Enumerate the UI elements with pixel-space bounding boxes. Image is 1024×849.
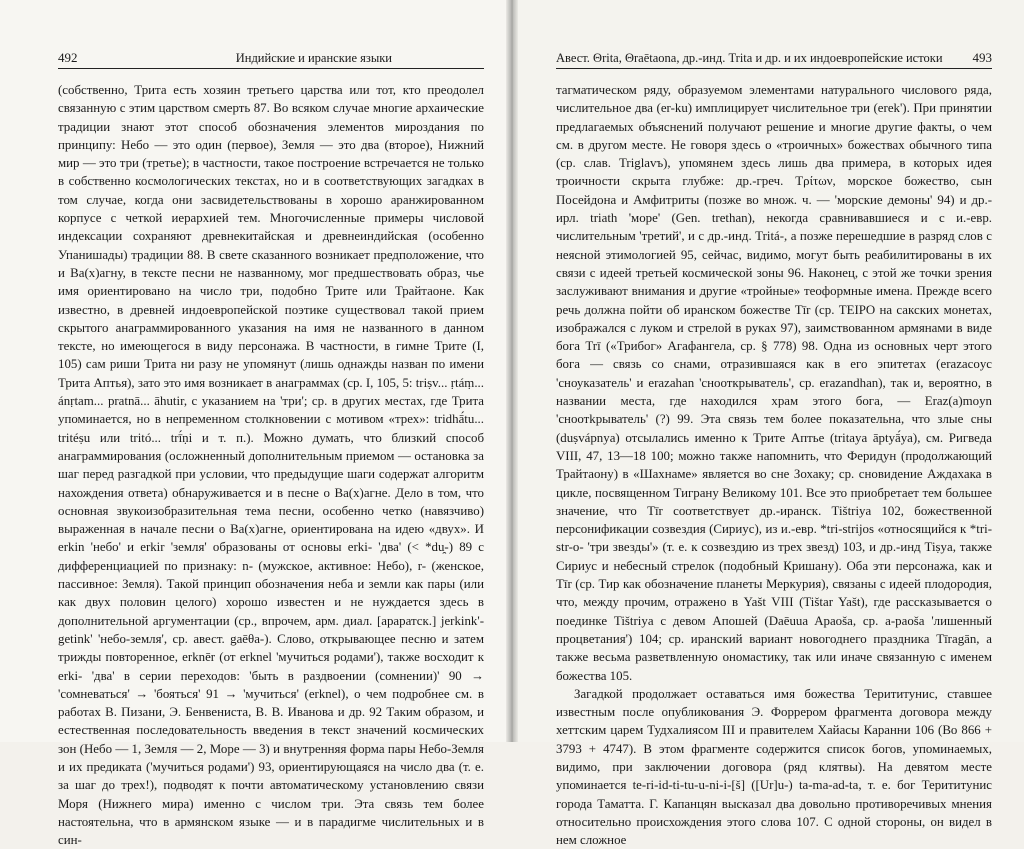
page-body: [556, 81, 992, 849]
page-number: 493: [972, 50, 992, 65]
running-head-title: Индийские и иранские языки: [235, 51, 392, 65]
running-head: [556, 50, 992, 69]
page-body: [58, 81, 484, 849]
right-page: [512, 0, 1024, 848]
paragraph: (собственно, Трита есть хозяин третьего царства или тот, кто преодолел связанную с этим царством смерть 87. Во всяком случае многие архаические традиции знают этот способ обозначения элементов мироздания по принципу: Небо — это один (первое), Земля — это два (второе), Нижний мир — это три (третье); в частности, такое построение встречается не только в собственно космологических текстах, но и в соответствующих загадках в том случае, когда они засвидетельствованы в хорошо аранжированном корпусе с четкой иерархией тем. Многочисленные примеры числовой индексации сохраняют древнекитайская и древнеиндийская (особенно Упанишады) традиции 88. В свете сказанного возникает предположение, что и Ва(х)агну, в тексте песни не названному, мог предшествовать образ, чье имя ориентировано на число три, подобно Трите или Трайтаоне. Как известно, в древней индоевропейской поэтике существовал такой прием скрытого анаграммированного указания на имя не названного в данном тексте, но имеющегося в виду персонажа. В частности, в гимне Трите (I, 105) сам риши Трита ни разу не упомянут (лишь однажды назван по имени Трита Аптья), зато это имя возникает в анаграммах (ср. I, 105, 5: triṣv... ṛtáṃ... ánṛtam... pratnā... āhutir, с указанием на 'три'; ср. в других местах, где Трита упоминается, но в непременном столкновении с мотивом «трех»: tridhā́tu... tritéṣu или tritó... trī́ṇi и т. п.). Можно думать, что близкий способ анаграммирования (осложненный дополнительным приемом — остановка за шаг перед разгадкой при условии, что предыдущие шаги содержат алгоритм нахождения ответа) обнаруживается и в песне о Ва(х)агне. Дело в том, что основная звукоизобразительная тема песни, особенно четко (навязчиво) выраженная в начале песни о Ва(х)агне, ориентирована на идею «двух». И erkin 'небо' и erkir 'земля' образованы от основы erki- 'два' (< *du̯-) 89 с дифференциацией по признаку: n- (мужское, активное: Небо), r- (женское, пассивное: Земля). Такой принцип обозначения неба и земли как пары (или как двух половин целого) хорошо известен и не нуждается здесь в дополнительной аргументации (ср., впрочем, арм. диал. [араратск.] jerkink'-getink' 'небо-земля', ср. авест. gaēθa-). Слово, открывающее песню и затем трижды повторенное, erknēr (от erknel 'мучиться родами'), также восходит к erki- 'два' в серии переходов: 'быть в раздвоении (сомнении)' 90 → 'сомневаться' → 'бояться' 91 → 'мучиться' (erknel), о чем подробнее см. в работах В. Пизани, Э. Бенвениста, В. В. Иванова и др. 92 Таким образом, и естественная последовательность введения в текст значений космических зон (Небо — 1, Земля — 2, Море — 3) и внутренняя форма пары Небо-Земля и их предиката ('мучиться родами') 93, ориентирующаяся на число два (т. е. за шаг до трех!), подводят к почти автоматическому установлению связи Моря (Нижнего мира) именно с числом три. Эта связь тем более настоятельна, что в армянском языке — и в парадигме числительных и в син-: [58, 83, 484, 848]
book-gutter: [506, 0, 518, 742]
paragraph: тагматическом ряду, образуемом элементами натурального числового ряда, числительное два (er-ku) имплицирует числительное три (erek'). При принятии предлагаемых объяснений получают решение и многие другие факты, о чем см. в другом месте. Не говоря здесь о «троичных» божествах обычного типа (ср. слав. Triglavъ), упомянем здесь лишь два примера, в которых идея троичности скрыта глубже: др.-греч. Τρίτων, морское божество, сын Посейдона и Амфитриты (позже во множ. ч. — 'морские демоны' 94) и др.-ирл. triath 'море' (Gen. trethan), некогда сравнивавшиеся и с и.-евр. числительным 'третий', и с др.-инд. Tritá-, а позже перешедшие в разряд слов с неясной этимологией 95, сейчас, видимо, могут быть реабилитированы в их связи с идеей третьей космической зоны 96. Наконец, с этой же точки зрения заслуживают внимания и другие «тройные» теоформные имена. Прежде всего речь должна пойти об иранском божестве Tīr (ср. ΤΕΙΡΟ на сакских монетах, изображался с луком и стрелой в руках 97), заимствованном армянами в виде бога Trī («Трибог» Агафангела, ср. § 778) 98. Одна из основных черт этого бога — связь со снами, отразившаяся как в его эпитетах (erazacoyc 'сноуказатель' и erazahan 'снооткрыватель', ср. erazandhan), так и, вероятно, в названии места, где находился храм этого бога, — Eraz(a)moyn 'сноотkрыватель' (?) 99. Эта связь тем более показательна, что злые сны (duṣvápnya) отсылались именно к Трите Аптье (tritaya āptyā́ya), см. Ригведа VIII, 47, 13—18 100; можно также напомнить, что Феридун (продолжающий Трайтаону) в «Шахнаме» является во сне Зохаку; ср. сновидение Аждахака в цикле, посвященном Тиграну Великому 101. Все это приобретает тем большее значение, что Tīr соответствует др.-иранск. Tištriya 102, божественной персонификации созвездия (Сириус), из и.-евр. *tri-strijos «относящийся к *tri-str-o- 'три звезды'» (т. е. к созвездию из трех звезд) 103, и др.-инд Tiṣya, также Сириус и небесный стрелок (подобный Кришану). Оба эти персонажа, как и Tīr (ср. Тир как обозначение планеты Меркурия), связаны с идеей плодородия, что, между прочим, отражено в Yašt VIII (Tištar Yašt), где рассказывается о поединке Tištriya с девом Апошей (Daēuua Apaoša, ср. a-paoša 'лишенный процветания') 104; ср. иранский вариант новогоднего праздника Tīragān, а также весьма разветвленную ономастику, так или иначе связанную с именем божества 105.: [556, 83, 992, 683]
left-page: [0, 0, 512, 848]
page-number: 492: [58, 50, 78, 65]
running-head-title: Авест. Θrita, Θraētaona, др.-инд. Trita и др. и их индоевропейские истоки: [556, 51, 943, 65]
running-head: [58, 50, 484, 69]
paragraph: Загадкой продолжает оставаться имя божества Терититунис, ставшее известным после опубликования Э. Форрером фрагмента договора между хеттским царем Тудхалиясом III и правителем Хайасы Каранни 106 (Во 866 + 3793 + 4747). В этом фрагменте содержится список богов, упоминаемых, видимо, при заключении договора (ряд клятвы). На девятом месте упоминается te-ri-id-ti-tu-u-ni-i-[š] ([Ur]u-) ta-ma-ad-ta, т. е. бог Терититунис города Таматта. Г. Капанцян высказал два довольно противоречивых мнения относительно происхождения этого слова 107. С одной стороны, он видел в нем сложное: [556, 686, 992, 848]
